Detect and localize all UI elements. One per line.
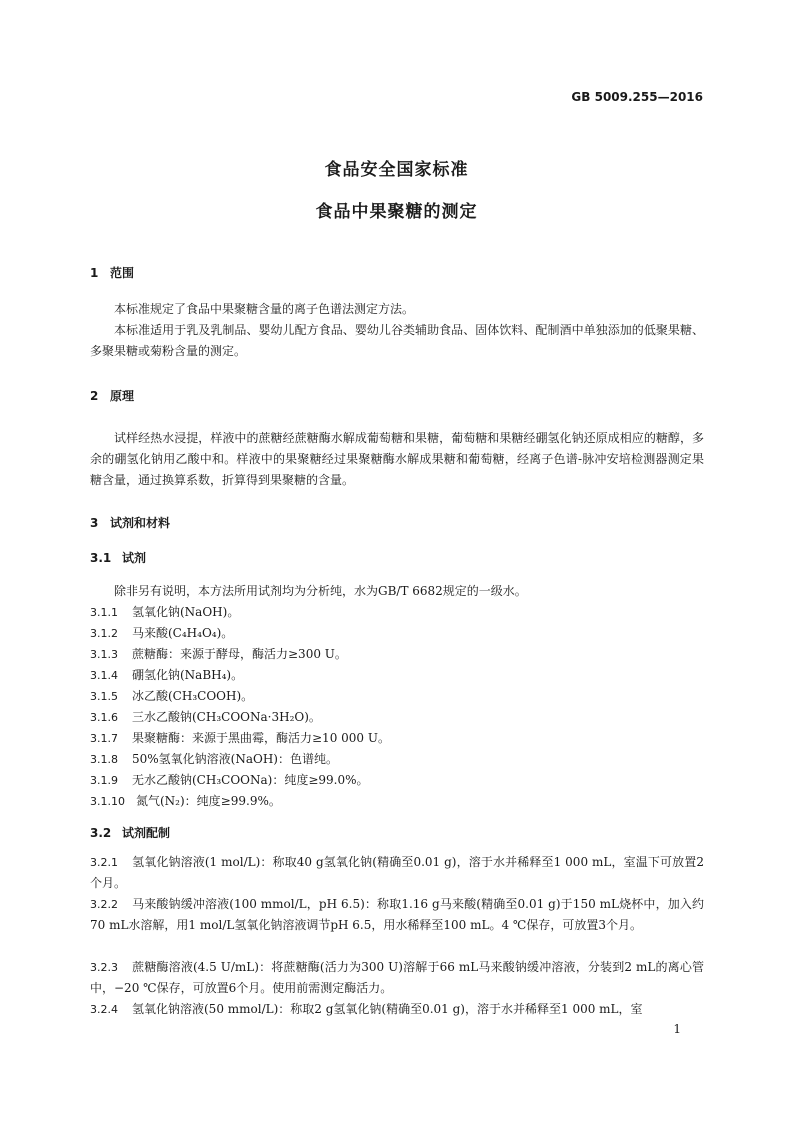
section-title: 试剂 [122, 551, 147, 565]
section-2-para-1: 试样经热水浸提，样液中的蔗糖经蔗糖酶水解成葡萄糖和果糖，葡萄糖和果糖经硼氢化钠还原成相应的糖醇，多余的硼氢化钠用乙酸中和。样液中的果聚糖经过果聚糖酶水解成果糖和葡萄糖，经离子色谱-脉冲安培检测器测定果糖含量，通过换算系数，折算得到果聚糖的含量。 [90, 431, 704, 487]
list-item [90, 791, 704, 812]
item-number: 3.1.6 [90, 711, 118, 724]
item-text: 马来酸钠缓冲溶液(100 mmol/L，pH 6.5)：称取1.16 g马来酸(精确至0.01 g)于150 mL烧杯中，加入约70 mL水溶解，用1 mol/L氢氧化钠溶液调节pH 6.5，用水稀释至100 mL。4 ℃保存，可放置3个月。 [90, 897, 704, 932]
section-1-para-2: 本标准适用于乳及乳制品、婴幼儿配方食品、婴幼儿谷类辅助食品、固体饮料、配制酒中单独添加的低聚果糖、多聚果糖或菊粉含量的测定。 [90, 323, 704, 358]
item-text: 硼氢化钠(NaBH₄)。 [132, 668, 244, 682]
item-text: 三水乙酸钠(CH₃COONa·3H₂O)。 [132, 710, 321, 724]
standard-number: GB 5009.255—2016 [571, 90, 703, 104]
section-3-1-intro: 除非另有说明，本方法所用试剂均为分析纯，水为GB/T 6682规定的一级水。 [114, 584, 527, 598]
item-text: 马来酸(C₄H₄O₄)。 [132, 626, 234, 640]
section-3-1-heading [90, 549, 146, 566]
item-number: 3.2.2 [90, 898, 118, 911]
item-number: 3.1.8 [90, 753, 118, 766]
item-number: 3.2.3 [90, 961, 118, 974]
list-item [90, 686, 704, 707]
section-title: 试剂和材料 [110, 516, 171, 530]
section-3-heading [90, 514, 170, 531]
section-number: 3.1 [90, 551, 112, 565]
list-item [90, 728, 704, 749]
title-line-1: 食品安全国家标准 [324, 160, 469, 180]
list-item [90, 894, 704, 936]
title-line-2: 食品中果聚糖的测定 [315, 202, 478, 222]
item-text: 无水乙酸钠(CH₃COONa)：纯度≥99.0%。 [132, 773, 369, 787]
item-number: 3.1.4 [90, 669, 118, 682]
list-item [90, 707, 704, 728]
list-item [90, 602, 704, 623]
item-number: 3.1.10 [90, 795, 125, 808]
item-text: 50%氢氧化钠溶液(NaOH)：色谱纯。 [132, 752, 338, 766]
list-item [90, 749, 704, 770]
section-3-2-heading [90, 824, 170, 841]
section-number: 3.2 [90, 826, 112, 840]
list-item [90, 957, 704, 999]
list-item [90, 623, 704, 644]
item-text: 蔗糖酶：来源于酵母，酶活力≥300 U。 [132, 647, 347, 661]
list-item [90, 852, 704, 894]
item-number: 3.1.3 [90, 648, 118, 661]
page-number: 1 [673, 1022, 681, 1036]
item-text: 氢氧化钠(NaOH)。 [132, 605, 240, 619]
section-2-heading [90, 387, 134, 404]
item-text: 氢氧化钠溶液(1 mol/L)：称取40 g氢氧化钠(精确至0.01 g)，溶于水并稀释至1 000 mL，室温下可放置2个月。 [90, 855, 704, 890]
item-number: 3.2.4 [90, 1003, 118, 1016]
list-item [90, 770, 704, 791]
item-text: 氮气(N₂)：纯度≥99.9%。 [136, 794, 281, 808]
section-title: 范围 [110, 266, 135, 280]
item-number: 3.1.5 [90, 690, 118, 703]
section-title: 原理 [110, 389, 135, 403]
item-text: 氢氧化钠溶液(50 mmol/L)：称取2 g氢氧化钠(精确至0.01 g)，溶于水并稀释至1 000 mL，室 [132, 1002, 643, 1016]
section-1-heading [90, 264, 134, 281]
section-number: 1 [90, 266, 99, 280]
item-number: 3.1.1 [90, 606, 118, 619]
section-number: 3 [90, 516, 99, 530]
item-number: 3.1.9 [90, 774, 118, 787]
item-number: 3.1.7 [90, 732, 118, 745]
list-item [90, 665, 704, 686]
item-number: 3.2.1 [90, 856, 118, 869]
item-text: 蔗糖酶溶液(4.5 U/mL)：将蔗糖酶(活力为300 U)溶解于66 mL马来酸钠缓冲溶液，分装到2 mL的离心管中，−20 ℃保存，可放置6个月。使用前需测定酶活力。 [90, 960, 704, 995]
section-1-para-1: 本标准规定了食品中果聚糖含量的离子色谱法测定方法。 [114, 302, 415, 316]
list-item [90, 644, 704, 665]
item-number: 3.1.2 [90, 627, 118, 640]
item-text: 果聚糖酶：来源于黑曲霉，酶活力≥10 000 U。 [132, 731, 390, 745]
section-title: 试剂配制 [122, 826, 171, 840]
item-text: 冰乙酸(CH₃COOH)。 [132, 689, 254, 703]
list-item [90, 999, 704, 1020]
section-number: 2 [90, 389, 99, 403]
